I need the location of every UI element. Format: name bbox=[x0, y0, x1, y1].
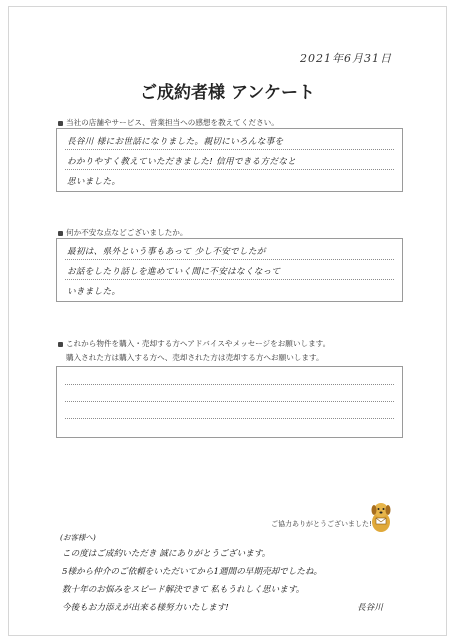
question-3-text: これから物件を購入・売却する方へアドバイスやメッセージをお願いします。 bbox=[66, 339, 331, 348]
answer-2-line-3: いきました。 bbox=[67, 287, 121, 297]
answer-1-line-3: 思いました。 bbox=[67, 177, 121, 187]
question-2-label bbox=[58, 227, 188, 238]
page-title: ご成約者様 アンケート bbox=[140, 83, 315, 103]
ruled-line bbox=[65, 169, 394, 170]
answer-2-line-1: 最初は、県外という事もあって 少し不安でしたが bbox=[67, 247, 266, 257]
answer-box-3 bbox=[56, 366, 403, 438]
thanks-message: ご協力ありがとうございました! bbox=[271, 520, 372, 528]
ruled-line bbox=[65, 149, 394, 150]
bullet-icon bbox=[58, 231, 63, 236]
answer-1-line-2: わかりやすく教えていただきました! 信用できる方だなと bbox=[67, 157, 297, 167]
question-3-label bbox=[58, 338, 330, 349]
question-1-label bbox=[58, 117, 279, 128]
answer-2-line-2: お話をしたり話しを進めていく間に不安はなくなって bbox=[67, 267, 281, 277]
bullet-icon bbox=[58, 342, 63, 347]
ruled-line bbox=[65, 384, 394, 385]
question-1-text: 当社の店舗やサービス、営業担当への感想を教えてください。 bbox=[66, 118, 279, 127]
dog-mascot-icon bbox=[368, 500, 394, 534]
footer-line-4: 今後もお力添えが出来る様努力いたします! bbox=[62, 603, 229, 613]
question-3-sublabel: 購入された方は購入する方へ、売却された方は売却する方へお願いします。 bbox=[66, 353, 324, 362]
question-2-text: 何か不安な点などございましたか。 bbox=[66, 228, 188, 237]
footer-line-2: 5様から仲介のご依頼をいただいてから1週間の早期売却でしたね。 bbox=[62, 567, 323, 577]
footer-line-3: 数十年のお悩みをスピード解決できて 私もうれしく思います。 bbox=[62, 585, 305, 595]
ruled-line bbox=[65, 401, 394, 402]
footer-heading: (お客様へ) bbox=[60, 533, 96, 542]
ruled-line bbox=[65, 259, 394, 260]
ruled-line bbox=[65, 418, 394, 419]
survey-date: 2021年6月31日 bbox=[300, 52, 392, 65]
answer-1-line-1: 長谷川 様にお世話になりました。親切にいろんな事を bbox=[67, 137, 284, 147]
ruled-line bbox=[65, 279, 394, 280]
answer-box-2 bbox=[56, 238, 403, 302]
footer-line-1: この度はご成約いただき 誠にありがとうございます。 bbox=[62, 549, 271, 559]
answer-box-1 bbox=[56, 128, 403, 192]
footer-signature: 長谷川 bbox=[357, 603, 383, 613]
bullet-icon bbox=[58, 121, 63, 126]
